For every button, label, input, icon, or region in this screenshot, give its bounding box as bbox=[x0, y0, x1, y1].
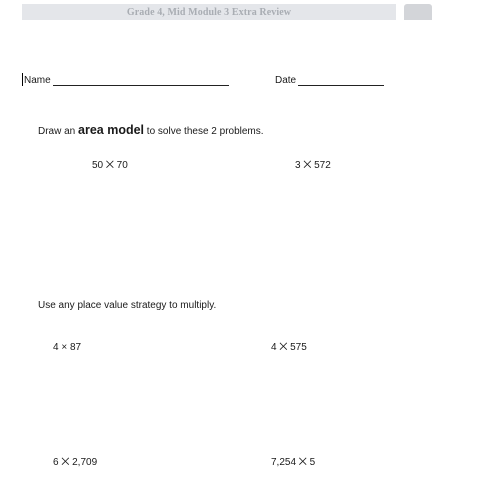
text-cursor bbox=[22, 73, 23, 86]
instruction-area-model bbox=[38, 123, 264, 137]
document-title: Grade 4, Mid Module 3 Extra Review bbox=[126, 6, 292, 18]
instruction-emphasis: area model bbox=[78, 123, 145, 137]
problem-3: 4 × 87 bbox=[53, 342, 82, 353]
name-line[interactable] bbox=[53, 75, 229, 86]
date-label: Date bbox=[275, 75, 297, 86]
date-line[interactable] bbox=[298, 75, 384, 86]
problem-1: 50 ⨉ 70 bbox=[92, 160, 128, 171]
date-field[interactable] bbox=[275, 75, 384, 86]
problem-2: 3 ⨉ 572 bbox=[295, 160, 331, 171]
header-tab bbox=[404, 4, 432, 20]
name-label: Name bbox=[24, 75, 51, 86]
instruction-text-before: Draw an bbox=[38, 126, 79, 137]
instruction-text-after: to solve these 2 problems. bbox=[144, 126, 264, 137]
document-header-bar bbox=[22, 4, 396, 20]
problem-6: 7,254 ⨉ 5 bbox=[271, 457, 316, 468]
instruction-place-value: Use any place value strategy to multiply. bbox=[38, 300, 217, 311]
name-field[interactable] bbox=[24, 75, 229, 86]
problem-5: 6 ⨉ 2,709 bbox=[53, 457, 98, 468]
problem-4: 4 ⨉ 575 bbox=[271, 342, 307, 353]
